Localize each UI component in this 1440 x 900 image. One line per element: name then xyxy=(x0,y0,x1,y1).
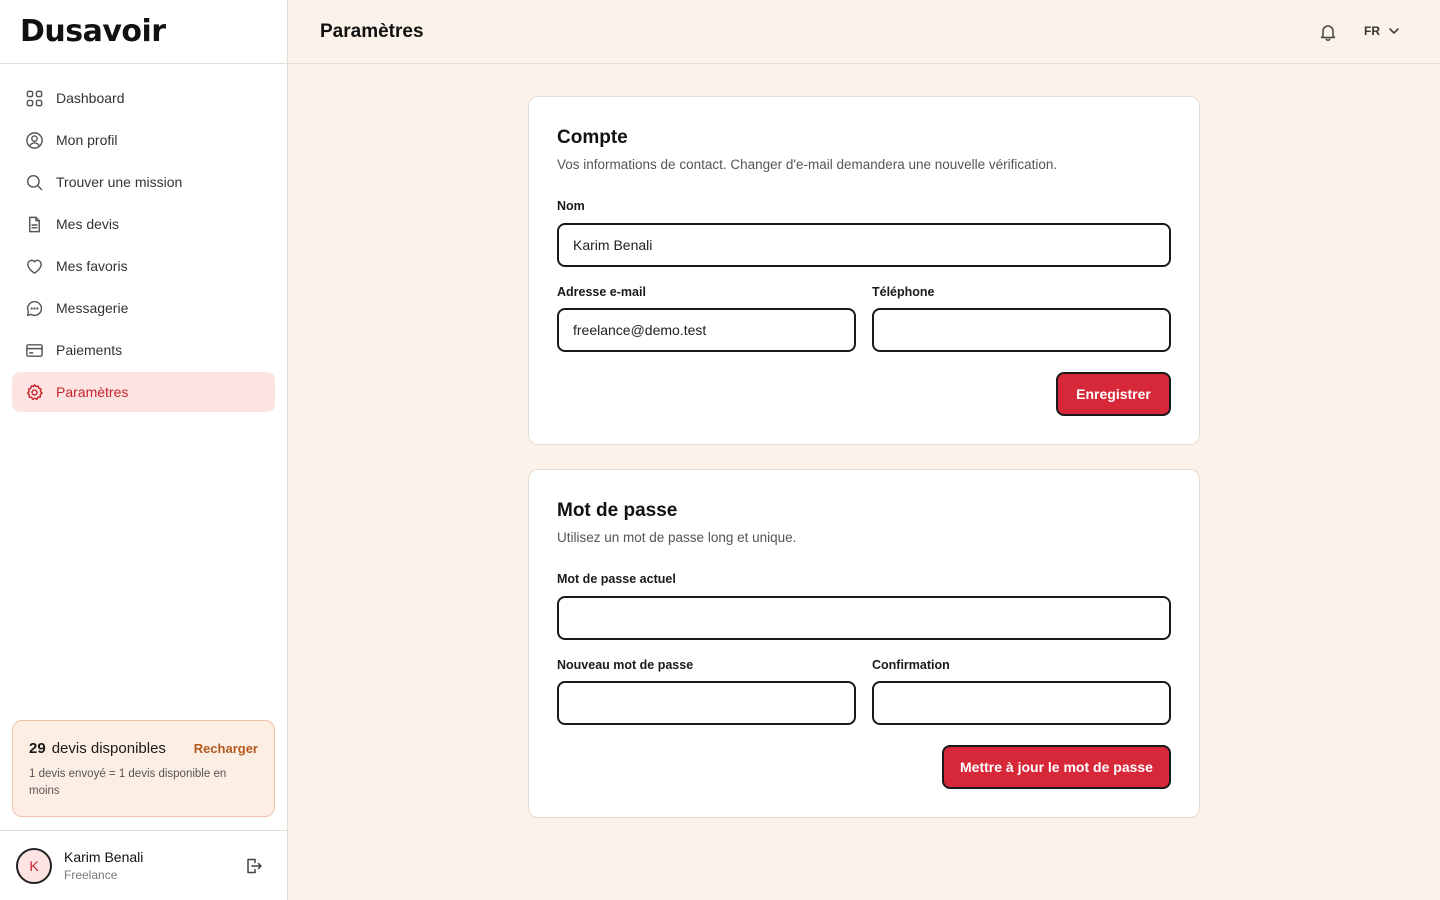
sidebar-item-messages[interactable] xyxy=(12,288,275,328)
account-card xyxy=(528,96,1200,445)
name-label: Nom xyxy=(557,199,585,213)
sidebar-item-label: Trouver une mission xyxy=(56,174,183,190)
confirm-password-label: Confirmation xyxy=(872,658,950,672)
sidebar-item-find-mission[interactable] xyxy=(12,162,275,202)
account-title: Compte xyxy=(557,127,628,148)
sidebar-item-payments[interactable] xyxy=(12,330,275,370)
sidebar xyxy=(0,0,288,900)
sidebar-item-settings[interactable] xyxy=(12,372,275,412)
update-password-button[interactable]: Mettre à jour le mot de passe xyxy=(942,745,1171,789)
page-title: Paramètres xyxy=(320,20,424,42)
email-label: Adresse e-mail xyxy=(557,285,646,299)
user-name: Karim Benali xyxy=(64,849,144,865)
new-password-field[interactable] xyxy=(557,681,856,725)
save-button[interactable]: Enregistrer xyxy=(1056,372,1171,416)
top-header xyxy=(288,0,1440,64)
language-selector[interactable] xyxy=(1364,24,1400,38)
search-icon xyxy=(24,172,44,192)
password-title: Mot de passe xyxy=(557,500,678,521)
language-label: FR xyxy=(1364,24,1380,38)
phone-field[interactable] xyxy=(872,308,1171,352)
phone-label: Téléphone xyxy=(872,285,935,299)
document-icon xyxy=(24,214,44,234)
credits-count-text xyxy=(29,740,166,757)
user-circle-icon xyxy=(24,130,44,150)
credits-panel xyxy=(12,720,275,817)
account-subtitle: Vos informations de contact. Changer d'e-mail demandera une nouvelle vérification. xyxy=(557,157,1058,172)
password-card xyxy=(528,469,1200,818)
credits-count: 29 xyxy=(29,740,46,757)
logout-icon[interactable] xyxy=(243,856,263,876)
sidebar-nav xyxy=(0,64,287,412)
current-password-label: Mot de passe actuel xyxy=(557,572,676,586)
sidebar-item-label: Paramètres xyxy=(56,384,129,400)
sidebar-item-label: Mes devis xyxy=(56,216,120,232)
credit-card-icon xyxy=(24,340,44,360)
sidebar-item-label: Paiements xyxy=(56,342,123,358)
sidebar-item-quotes[interactable] xyxy=(12,204,275,244)
user-info xyxy=(64,849,143,882)
sidebar-item-label: Mes favoris xyxy=(56,258,128,274)
heart-icon xyxy=(24,256,44,276)
user-footer xyxy=(0,830,287,900)
chevron-down-icon xyxy=(1388,25,1400,37)
sidebar-item-label: Mon profil xyxy=(56,132,118,148)
chat-icon xyxy=(24,298,44,318)
sidebar-item-dashboard[interactable] xyxy=(12,78,275,118)
sidebar-item-profile[interactable] xyxy=(12,120,275,160)
credits-label: devis disponibles xyxy=(51,740,166,757)
sidebar-item-label: Dashboard xyxy=(56,90,125,106)
avatar[interactable]: K xyxy=(16,848,52,884)
password-subtitle: Utilisez un mot de passe long et unique. xyxy=(557,530,797,545)
logo-bar xyxy=(0,0,287,64)
email-field[interactable] xyxy=(557,308,856,352)
user-role: Freelance xyxy=(64,868,118,882)
bell-icon[interactable] xyxy=(1318,22,1338,42)
gear-icon xyxy=(24,382,44,402)
sidebar-item-label: Messagerie xyxy=(56,300,129,316)
new-password-label: Nouveau mot de passe xyxy=(557,658,694,672)
credits-header xyxy=(29,740,258,757)
confirm-password-field[interactable] xyxy=(872,681,1171,725)
name-field[interactable] xyxy=(557,223,1171,267)
credits-note: 1 devis envoyé = 1 devis disponible en moins xyxy=(29,768,227,797)
sidebar-item-favorites[interactable] xyxy=(12,246,275,286)
current-password-field[interactable] xyxy=(557,596,1171,640)
grid-icon xyxy=(24,88,44,108)
recharge-link[interactable]: Recharger xyxy=(193,741,258,756)
brand-logo[interactable]: Dusavoir xyxy=(20,14,166,49)
